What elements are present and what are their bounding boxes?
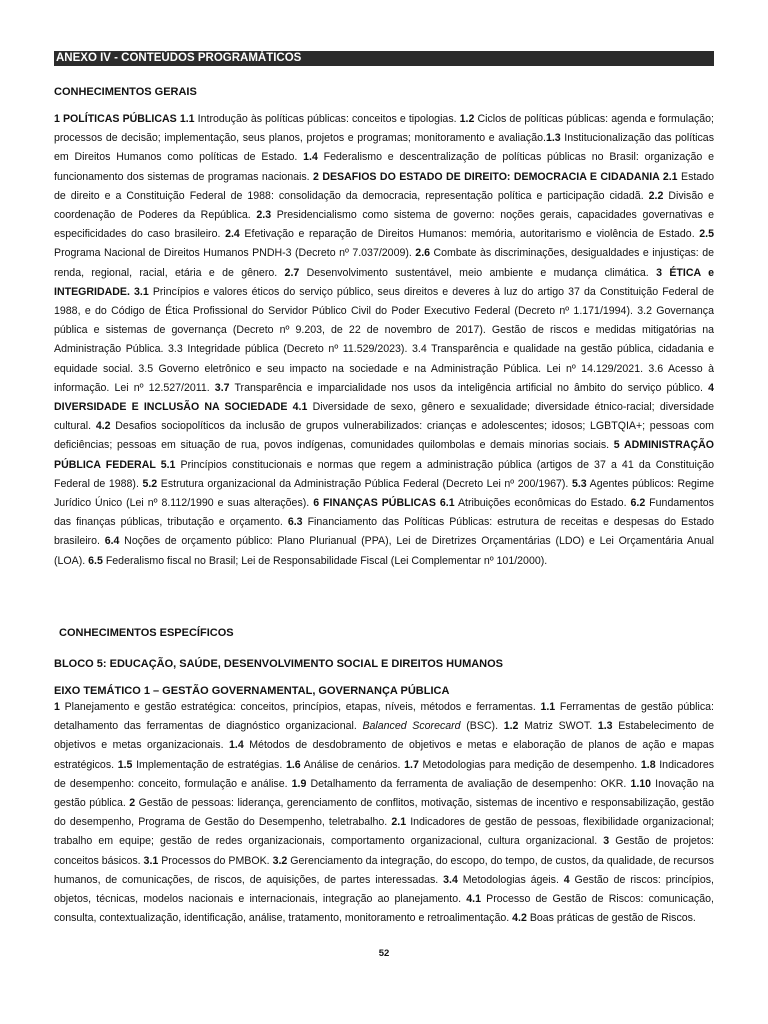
body-text: Métodos de desdobramento de objetivos e metas e elaboração de planos de ação e mapas estratégicos. [54, 739, 714, 771]
body-text: Ferramentas de gestão pública: detalhamento das ferramentas de diagnóstico organizacional. [54, 701, 714, 733]
body-text: Desenvolvimento sustentável, meio ambiente e mudança climática. [299, 266, 657, 279]
item-number: 4.1 [466, 893, 481, 906]
body-text: Gestão de riscos: princípios, objetos, técnicas, modelos nacionais e internacionais, integração ao planejamento. [54, 873, 714, 906]
body-text: Desafios sociopolíticos da inclusão de grupos vulnerabilizados: crianças e adolescentes; idosos; LGBTQIA+; pessoas com deficiências; pessoas em situação de rua, povos indígenas, comunidades quilombolas e demais minorias sociais. [54, 420, 714, 452]
item-number: 6.5 [88, 554, 103, 567]
body-text: Implementação de estratégias. [132, 758, 286, 771]
body-text: Princípios e valores éticos do serviço público, seus direitos e deveres à luz do artigo 37 da Constituição Federal de 1988, e do Código de Ética Profissional do Servidor Público Civil do Poder Executivo Federal (Decreto nº 1.171/1994). 3.2 Governança pública e sistemas de governança (Decreto nº 9.203, de 22 de novembro de 2017). Gestão de riscos e medidas mitigatórias na Administração Pública. 3.3 Integridade pública (Decreto nº 11.529/2023). 3.4 Transparência e qualidade na gestão pública, cidadania e equidade social. 3.5 Governo eletrônico e seu impacto na sociedade e na Administração Pública. Lei nº 14.129/2021. 3.6 Acesso à informação. Lei nº 12.527/2011. [54, 285, 714, 394]
body-text: Análise de cenários. [300, 758, 405, 771]
body-text: Ciclos de políticas públicas: agenda e formulação; processos de decisão; implementação, seus planos, projetos e programas; monitoramento e avaliação. [54, 113, 714, 145]
item-number: 4.2 [512, 912, 527, 925]
body-text: Detalhamento da ferramenta de avaliação de desempenho: OKR. [306, 777, 631, 790]
body-text: Gestão de projetos: conceitos básicos. [54, 835, 714, 867]
body-text: Metodologias ágeis. [457, 873, 564, 886]
body-text: Gestão de pessoas: liderança, gerenciamento de conflitos, motivação, sistemas de incentivo e responsabilização, gestão do desempenho, Programa de Gestão do Desempenho, teletrabalho. [54, 797, 714, 829]
item-number: 1.6 [285, 758, 301, 771]
item-number: 2.7 [284, 266, 300, 279]
general-knowledge-heading: CONHECIMENTOS GERAIS [54, 86, 197, 98]
item-number: 3 [603, 835, 610, 848]
body-text: Planejamento e gestão estratégica: conceitos, princípios, etapas, níveis, métodos e ferramentas. [59, 701, 541, 713]
body-text: Efetivação e reparação de Direitos Humanos: memória, autoritarismo e violência de Estado. [239, 228, 700, 241]
emphasis-text: Balanced Scorecard [362, 720, 461, 733]
body-text: Indicadores de desempenho: conceito, formulação e análise. [54, 758, 715, 790]
item-number: 1.10 [630, 777, 652, 790]
body-text: Matriz SWOT. [518, 720, 598, 733]
item-number: 6.3 [287, 516, 303, 529]
item-number: 1.4 [229, 739, 244, 752]
item-number: 3.7 [214, 381, 230, 394]
block-heading: BLOCO 5: EDUCAÇÃO, SAÚDE, DESENVOLVIMENTO SOCIAL E DIREITOS HUMANOS [54, 658, 504, 670]
item-number: 1 [54, 701, 60, 713]
item-number: 1.2 [459, 113, 475, 125]
item-number: 2.5 [699, 228, 715, 241]
thematic-axis-heading: EIXO TEMÁTICO 1 – GESTÃO GOVERNAMENTAL, GOVERNANÇA PÚBLICA [54, 685, 450, 697]
body-text: Estado de direito e a Constituição Federal de 1988: consolidação da democracia, representação política e participação cidadã. [54, 170, 714, 202]
item-number: 2 [129, 797, 136, 810]
item-number: 5.2 [142, 477, 158, 490]
item-number: 4 [563, 873, 570, 886]
body-text: Diversidade de sexo, gênero e sexualidade; diversidade étnico-racial; diversidade cultural. [54, 401, 715, 433]
body-text: Estabelecimento de objetivos e metas organizacionais. [54, 720, 714, 752]
body-text: Noções de orçamento público: Plano Plurianual (PPA), Lei de Diretrizes Orçamentárias (LDO) e Lei Orçamentária Anual (LOA). [54, 535, 715, 567]
item-number: 1.2 [503, 720, 519, 733]
item-number: 2 DESAFIOS DO ESTADO DE DIREITO: DEMOCRACIA E CIDADANIA 2.1 [313, 170, 678, 183]
body-text: Fundamentos das finanças públicas, tributação e orçamento. [54, 497, 714, 529]
item-number: 3.4 [443, 873, 458, 886]
body-text: Processo de Gestão de Riscos: comunicação, consulta, contextualização, identificação, análise, tratamento, monitoramento e retroalimentação. [54, 893, 714, 925]
body-text: Agentes públicos: Regime Jurídico Único (Lei nº 8.112/1990 e suas alterações). [54, 477, 715, 510]
item-number: 1.4 [303, 151, 318, 164]
body-text: Institucionalização das políticas em Direitos Humanos como políticas de Estado. [54, 132, 714, 164]
item-number: 1.3 [597, 720, 613, 733]
item-number: 4 DIVERSIDADE E INCLUSÃO NA SOCIEDADE 4.1 [54, 381, 715, 414]
body-text: Processos do PMBOK. [158, 854, 273, 867]
body-text: Presidencialismo como sistema de governo: noções gerais, capacidades governativas e especificidades do caso brasileiro. [54, 209, 714, 241]
annex-title: ANEXO IV - CONTEÚDOS PROGRAMÁTICOS [54, 51, 714, 66]
body-text: Princípios constitucionais e normas que regem a administração pública (artigos de 37 a 41 da Constituição Federal de 1988). [54, 458, 714, 490]
body-text: Combate às discriminações, desigualdades e injustiças: de renda, regional, racial, etária e de gênero. [54, 247, 714, 279]
body-text: Transparência e imparcialidade nos usos da inteligência artificial no âmbito do serviço público. [229, 381, 709, 394]
body-text: Federalismo e descentralização de políticas públicas no Brasil: organização e funcionamento dos sistemas de programas nacionais. [54, 151, 714, 183]
item-number: 3.2 [272, 854, 288, 867]
item-number: 1.3 [545, 132, 561, 145]
body-text: (BSC). [460, 720, 504, 733]
general-knowledge-body [54, 110, 714, 571]
item-number: 6.4 [104, 535, 120, 548]
item-number: 1.9 [291, 777, 307, 790]
item-number: 4.2 [95, 420, 111, 433]
body-text: Atribuições econômicas do Estado. [454, 497, 631, 510]
body-text: Financiamento das Políticas Públicas: estrutura de receitas e despesas do Estado brasileiro. [54, 516, 714, 548]
item-number: 3 ÉTICA e INTEGRIDADE. 3.1 [54, 266, 714, 298]
thematic-axis-body [54, 698, 714, 928]
body-text: Federalismo fiscal no Brasil; Lei de Responsabilidade Fiscal (Lei Complementar nº 101/2000). [102, 554, 548, 567]
body-text: Gerenciamento da integração, do escopo, do tempo, de custos, da qualidade, de recursos humanos, de comunicações, de riscos, de aquisições, de partes interessadas. [54, 854, 714, 886]
item-number: 2.2 [648, 189, 664, 202]
item-number: 2.1 [391, 816, 407, 829]
body-text: Inovação na gestão pública. [54, 777, 714, 810]
specific-knowledge-heading: CONHECIMENTOS ESPECÍFICOS [59, 627, 234, 639]
body-text: Programa Nacional de Direitos Humanos PNDH-3 (Decreto nº 7.037/2009). [54, 247, 416, 260]
item-number: 1.1 [540, 701, 556, 713]
item-number: 1.5 [117, 758, 133, 771]
body-text: Divisão e coordenação de Poderes da República. [54, 189, 714, 222]
page-number: 52 [378, 948, 390, 959]
item-number: 1 POLÍTICAS PÚBLICAS 1.1 [54, 113, 195, 125]
item-number: 2.6 [415, 247, 431, 260]
item-number: 2.3 [256, 209, 272, 222]
body-text: Estrutura organizacional da Administração Pública Federal (Decreto Lei nº 200/1967). [157, 477, 572, 490]
body-text: Introdução às políticas públicas: conceitos e tipologias. [194, 113, 460, 125]
body-text: Indicadores de gestão de pessoas, flexibilidade organizacional; trabalho em equipe; gestão de redes organizacionais, comportamento organizacional, cultura organizacional. [54, 816, 715, 848]
item-number: 5 ADMINISTRAÇÃO PÚBLICA FEDERAL 5.1 [54, 439, 714, 471]
item-number: 2.4 [225, 228, 240, 241]
item-number: 1.8 [640, 758, 656, 771]
item-number: 6.2 [630, 497, 646, 510]
item-number: 5.3 [571, 477, 587, 490]
item-number: 1.7 [404, 758, 419, 771]
item-number: 3.1 [143, 854, 159, 867]
item-number: 6 FINANÇAS PÚBLICAS 6.1 [313, 497, 455, 510]
body-text: Metodologias para medição de desempenho. [418, 758, 641, 771]
body-text: Boas práticas de gestão de Riscos. [526, 912, 696, 925]
